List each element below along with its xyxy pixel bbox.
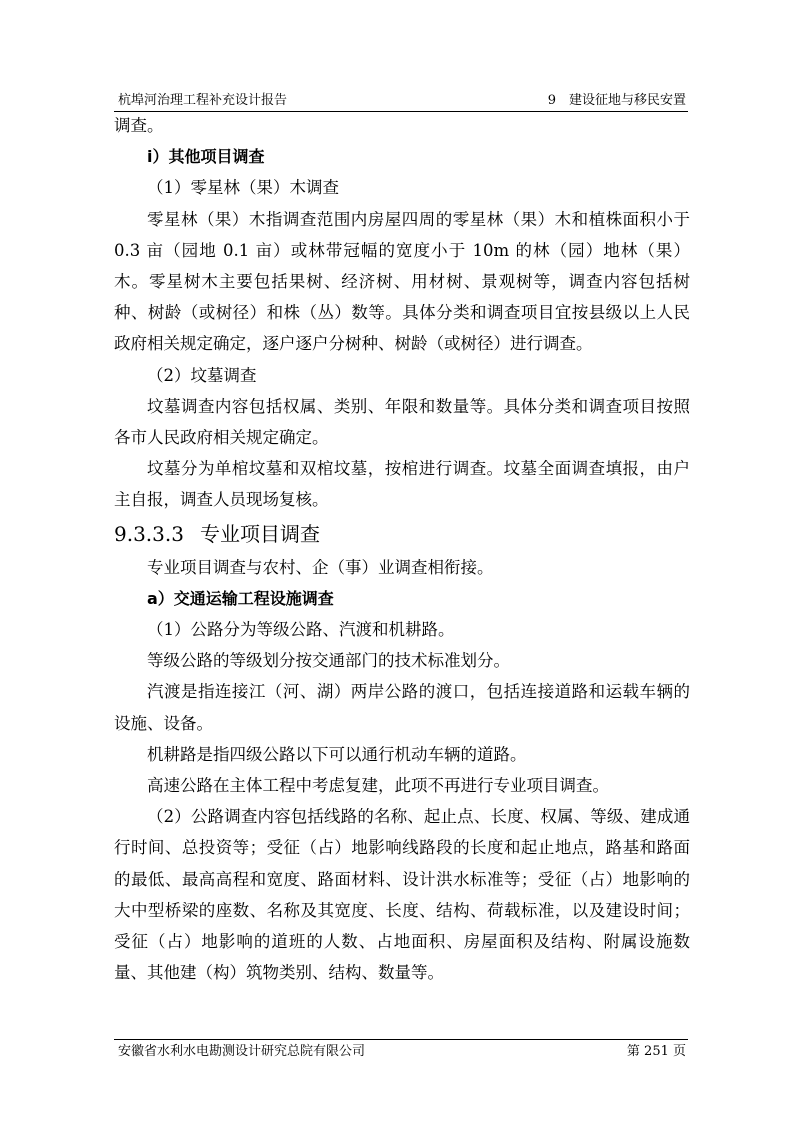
paragraph-continuation: 调查。 [114,116,164,135]
paragraph-farm-road: 机耕路是指四级公路以下可以通行机动车辆的道路。 [147,744,527,764]
item-road-types: （1）公路分为等级公路、汽渡和机耕路。 [147,620,455,640]
paragraph-ferry: 汽渡是指连接江（河、湖）两岸公路的渡口，包括连接道路和运载车辆的设施、设备。 [114,682,690,733]
subheading-other-items: i）其他项目调查 [147,147,265,167]
item-scattered-trees: （1）零星林（果）木调查 [147,178,339,198]
paragraph-graves-content: 坟墓调查内容包括权属、类别、年限和数量等。具体分类和调查项目按照各市人民政府相关规定确定。 [114,396,690,448]
page-body [114,110,690,988]
section-title: 专业项目调查 [199,521,320,546]
paragraph-special-items: 专业项目调查与农村、企（事）业调查相衔接。 [147,557,494,577]
paragraph-graves-method: 坟墓分为单棺坟墓和双棺坟墓，按棺进行调查。坟墓全面调查填报，由户主自报，调查人员现场复核。 [114,459,690,510]
footer-divider [114,1039,688,1040]
paragraph-road-grades: 等级公路的等级划分按交通部门的技术标准划分。 [147,651,510,671]
subheading-transport: a）交通运输工程设施调查 [147,588,334,608]
page-header [118,92,686,110]
page-footer [118,1043,686,1061]
paragraph-road-survey: （2）公路调查内容包括线路的名称、起止点、长度、权属、等级、建成通行时间、总投资等；受征（占）地影响线路段的长度和起止地点，路基和路面的最低、最高高程和宽度、路面材料、设计洪水标准等；受征（占）地影响的大中型桥梁的座数、名称及其宽度、长度、结构、荷载标准，以及建设时间；受征（占）地影响的道班的人数、占地面积、房屋面积及结构、附属设施数量、其他建（构）筑物类别、结构、数量等。 [114,807,690,983]
section-number: 9.3.3.3 [114,521,184,546]
paragraph-scattered-trees: 零星林（果）木指调查范围内房屋四周的零星林（果）木和植株面积小于 0.3 亩（园地 0.1 亩）或林带冠幅的宽度小于 10m 的林（园）地林（果）木。零星树木主要包括果树、经济树、用材树、景观树等，调查内容包括树种、树龄（或树径）和株（丛）数等。具体分类和调查项目宜按县级以上人民政府相关规定确定，逐户逐户分树种、树龄（或树径）进行调查。 [114,209,690,354]
header-report-title: 杭埠河治理工程补充设计报告 [118,93,288,108]
paragraph-highway: 高速公路在主体工程中考虑复建，此项不再进行专业项目调查。 [147,776,609,796]
item-graves: （2）坟墓调查 [147,365,257,385]
footer-organization: 安徽省水利水电勘测设计研究总院有限公司 [118,1044,366,1059]
header-chapter-title: 9 建设征地与移民安置 [547,93,686,108]
section-heading [114,516,690,552]
page-number: 第 251 页 [626,1044,686,1059]
